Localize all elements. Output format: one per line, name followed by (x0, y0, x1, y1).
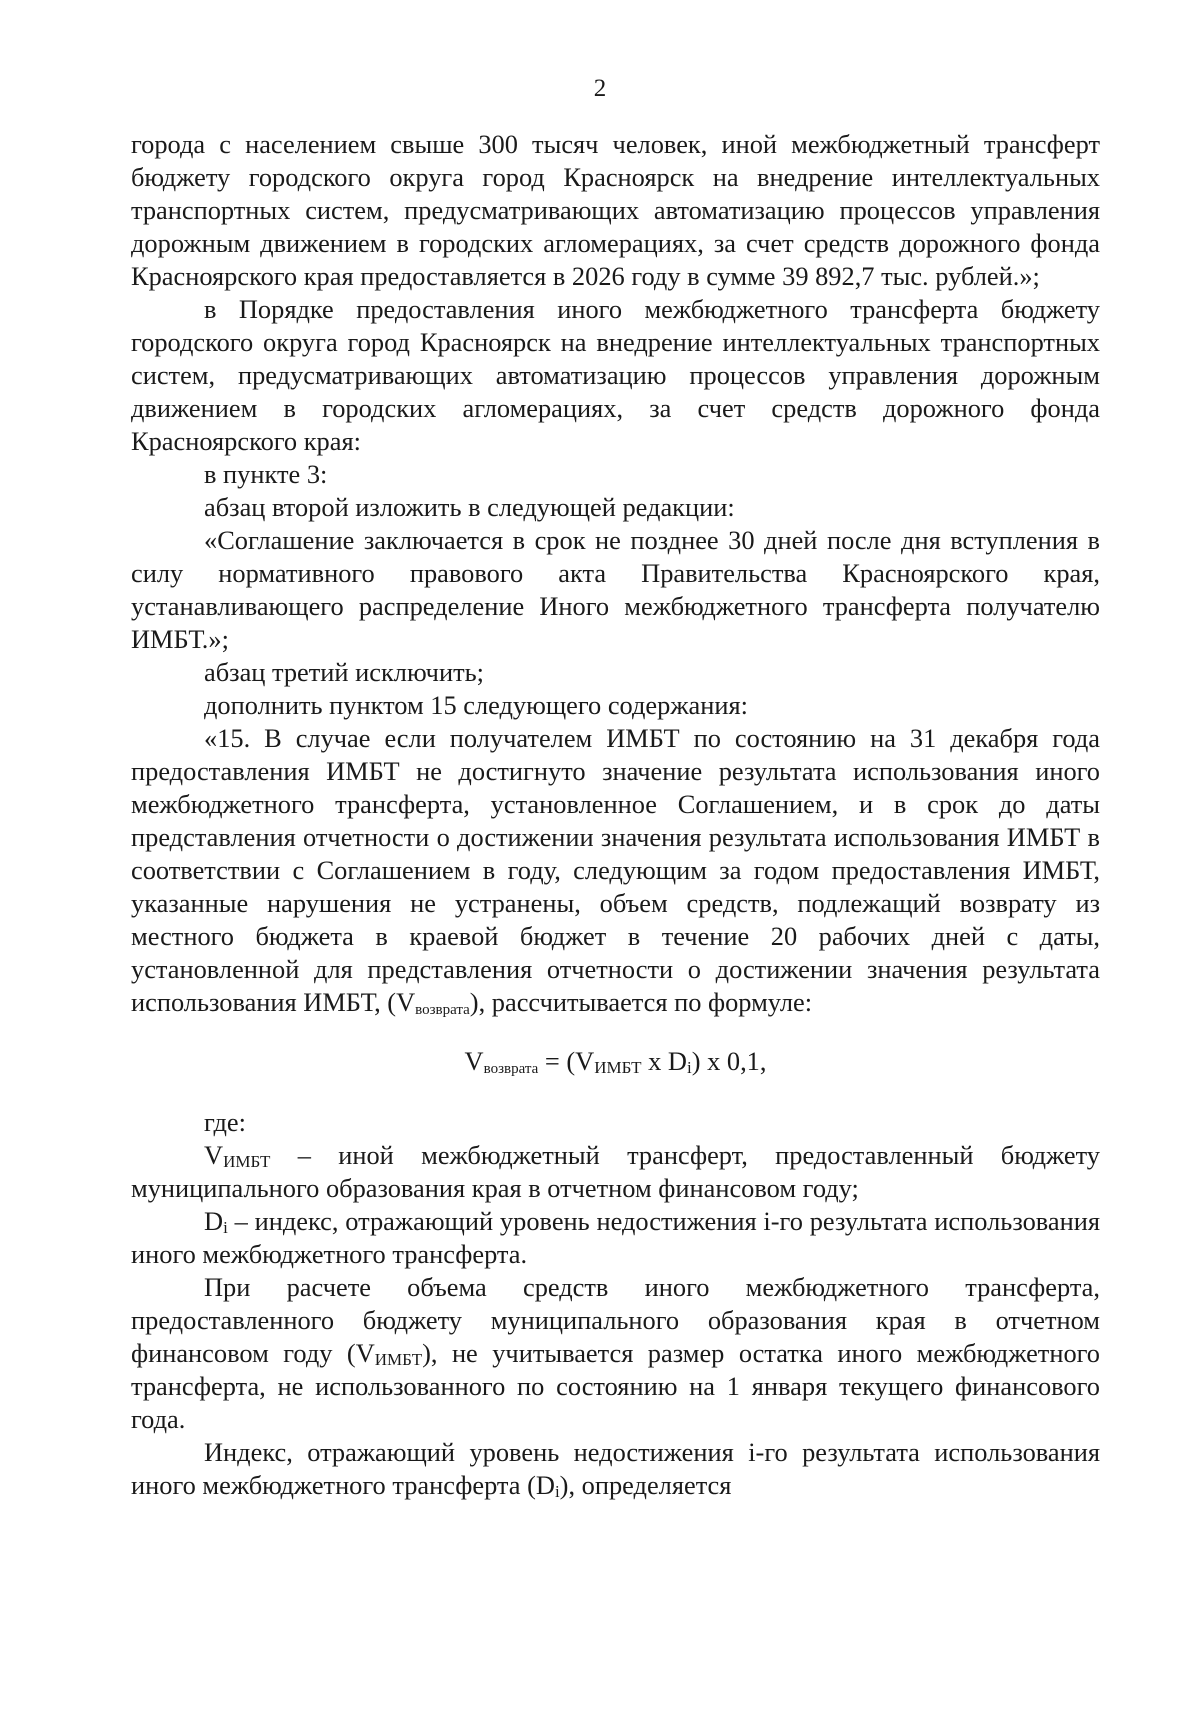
paragraph-11-d: D (204, 1206, 224, 1236)
paragraph-4: абзац второй изложить в следующей редакции: (204, 492, 735, 522)
document-body (131, 128, 1100, 1502)
paragraph-11-sub: i (223, 1218, 228, 1237)
paragraph-2: в Порядке предоставления иного межбюджетного трансферта бюджету городского округа город Красноярск на внедрение интеллектуальных транспортных систем, предусматривающих автоматизацию процессов управления дорожным движением в городских агломерациях, за счет средств дорожного фонда Красноярского края: (131, 294, 1100, 456)
paragraph-12-a: При расчете объема средств иного межбюджетного трансферта, предоставленного бюджету муниципального образования края в отчетном финансовом году (V (131, 1272, 1100, 1368)
paragraph-1: города с населением свыше 300 тысяч человек, иной межбюджетный трансферт бюджету городского округа город Красноярск на внедрение интеллектуальных транспортных систем, предусматривающих автоматизацию процессов управления дорожным движением в городских агломерациях, за счет средств дорожного фонда Красноярского края предоставляется в 2026 году в сумме 39 892,7 тыс. рублей.»; (131, 129, 1100, 291)
formula-rest: ) x 0,1, (691, 1046, 767, 1076)
paragraph-10 (131, 1139, 1100, 1205)
page-number: 2 (593, 75, 607, 102)
paragraph-10-text: – иной межбюджетный трансферт, предоставленный бюджету муниципального образования края в отчетном финансовом году; (131, 1140, 1100, 1203)
paragraph-8-sub: возврата (415, 1002, 470, 1018)
paragraph-12-b: ), не учитывается размер остатка иного межбюджетного трансферта, не использованного по состоянию на 1 января текущего финансового года. (131, 1338, 1101, 1434)
formula-eq: = (V (538, 1046, 595, 1076)
paragraph-3: в пункте 3: (204, 459, 328, 489)
paragraph-5: «Соглашение заключается в срок не позднее 30 дней после дня вступления в силу нормативного правового акта Правительства Красноярского края, устанавливающего распределение Иного межбюджетного трансферта получателю ИМБТ.»; (131, 525, 1100, 654)
paragraph-13-a: Индекс, отражающий уровень недостижения i-го результата использования иного межбюджетного трансферта (D (131, 1437, 1100, 1500)
formula-v: V (464, 1046, 484, 1076)
paragraph-8-main: «15. В случае если получателем ИМБТ по состоянию на 31 декабря года предоставления ИМБТ не достигнуто значение результата использования иного межбюджетного трансферта, установленное Соглашением, и в срок до даты представления отчетности о достижении значения результата использования ИМБТ в соответствии с Соглашением в году, следующим за годом предоставления ИМБТ, указанные нарушения не устранены, объем средств, подлежащий возврату из местного бюджета в краевой бюджет в течение 20 рабочих дней с даты, установленной для представления отчетности о достижении значения результата использования ИМБТ, ( (131, 723, 1100, 1017)
paragraph-13-b: ), определяется (559, 1470, 732, 1500)
paragraph-12-sub: ИМБТ (374, 1350, 423, 1369)
paragraph-10-sub: ИМБТ (223, 1152, 271, 1171)
paragraph-11 (131, 1205, 1100, 1271)
paragraph-6: абзац третий исключить; (204, 657, 484, 687)
paragraph-9: где: (204, 1107, 246, 1137)
formula-x: x D (641, 1046, 687, 1076)
paragraph-12 (131, 1271, 1100, 1436)
paragraph-8-v: V (396, 987, 416, 1017)
formula (131, 1045, 1100, 1078)
formula-i-sub: i (686, 1058, 692, 1077)
formula-imbt-sub: ИМБТ (594, 1058, 642, 1077)
paragraph-11-text: – индекс, отражающий уровень недостижения i-го результата использования иного межбюджетного трансферта. (131, 1206, 1100, 1269)
formula-v-sub: возврата (483, 1061, 539, 1077)
paragraph-13-sub: i (554, 1482, 560, 1501)
paragraph-10-v: V (204, 1140, 224, 1170)
paragraph-8-tail: ), рассчитывается по формуле: (469, 987, 813, 1017)
paragraph-8 (131, 722, 1100, 1019)
paragraph-7: дополнить пунктом 15 следующего содержания: (204, 690, 748, 720)
paragraph-13 (131, 1436, 1100, 1502)
